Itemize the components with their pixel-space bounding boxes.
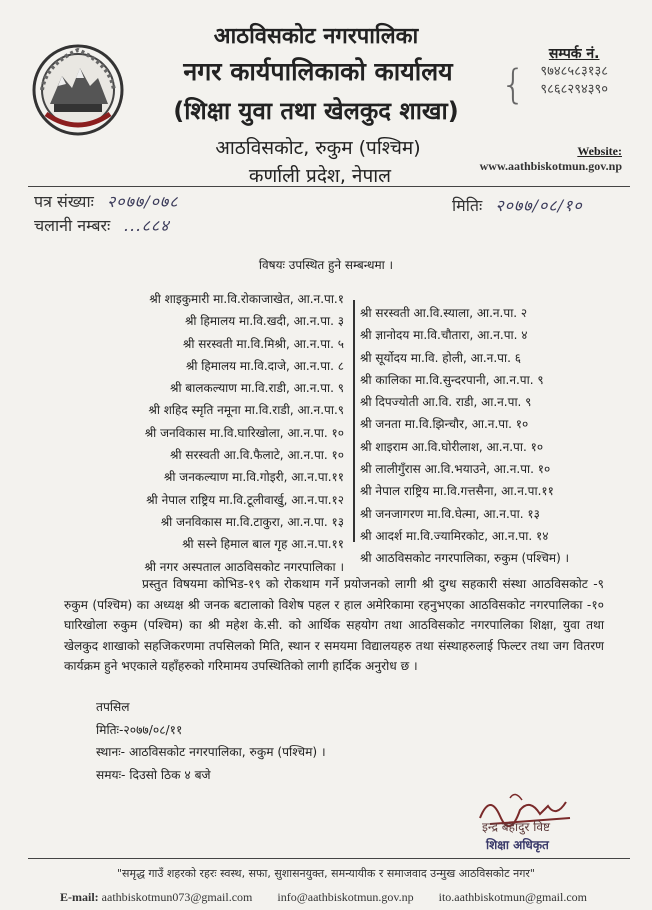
recipient-item: श्री आदर्श मा.वि.ज्यामिरकोट, आ.न.पा. १४ (360, 528, 549, 543)
email-link[interactable]: info@aathbiskotmun.gov.np (277, 890, 414, 904)
letter-subject: विषयः उपस्थित हुने सम्बन्धमा । (258, 258, 394, 272)
recipient-item: श्री ज्ञानोदय मा.वि.चौतारा, आ.न.पा. ४ (360, 328, 528, 343)
branch-name: (शिक्षा युवा तथा खेलकुद शाखा) (173, 97, 459, 125)
footer-divider (28, 858, 630, 859)
letter-number-label: पत्र संख्याः (34, 192, 94, 211)
event-time: समयः- दिउसो ठिक ४ बजे (96, 767, 211, 782)
event-details (96, 696, 326, 786)
website-block (480, 144, 622, 174)
province-name: कर्णाली प्रदेश, नेपाल (248, 165, 392, 187)
recipient-item: श्री सरस्वती आ.वि.फैलाटे, आ.न.पा. १० (170, 448, 344, 463)
phone-number: ९७४८५८३१३८ (540, 64, 608, 79)
details-heading: तपसिल (96, 700, 130, 714)
letter-body (64, 574, 604, 677)
letter-date (452, 194, 583, 216)
recipient-item: श्री नगर अस्पताल आठविसकोट नगरपालिका । (144, 559, 344, 574)
recipient-item: श्री हिमालय मा.वि.दाजे, आ.न.पा. ८ (185, 358, 344, 373)
contact-brace: { (500, 62, 526, 108)
recipient-item: श्री लालीगुँरास आ.वि.भयाउने, आ.न.पा. १० (360, 462, 551, 477)
recipient-item: श्री हिमालय मा.वि.खदी, आ.न.पा. ३ (184, 314, 344, 329)
recipient-item: श्री सस्ने हिमाल बाल गृह आ.न.पा.११ (182, 537, 344, 552)
recipient-item: श्री नेपाल राष्ट्रिय मा.वि.टूलीवार्खु, आ.न.पा.१२ (146, 492, 344, 507)
dispatch-number-value: ...८८४ (123, 216, 170, 235)
recipient-item: श्री कालिका मा.वि.सुन्दरपानी, आ.न.पा. ९ (360, 372, 544, 387)
recipient-item: श्री जनविकास मा.वि.टाकुरा, आ.न.पा. १३ (160, 514, 344, 529)
email-label: E-mail: (60, 890, 99, 904)
letter-body-text: प्रस्तुत विषयमा कोभिड-१९ को रोकथाम गर्ने प्रयोजनको लागी श्री दुग्ध सहकारी संस्था आठविसकोट -९ रुकुम (पश्चिम) का अध्यक्ष श्री जनक बटालाको विशेष पहल र हाल अमेरिकामा रहनुभएका आठविसकोट नगरपालिका -१० घारिखोला रुकुम (पश्चिम) का श्री महेश के.सी. को आर्थिक सहयोग तथा आठविसकोट नगरपालिका शिक्षा, युवा तथा खेलकुद शाखाको सहजिकरणमा तपसिलको मिति, स्थान र समयमा विद्यालयहरु तथा संस्थाहरुलाई फिल्टर तथा जग वितरण कार्यक्रम हुने भएकाले यहाँहरुको गरिमामय उपस्थितिको लागी हार्दिक अनुरोध छ । (64, 577, 604, 673)
recipient-item: श्री जनकल्याण मा.वि.गोइरी, आ.न.पा.११ (163, 470, 344, 485)
website-link[interactable]: www.aathbiskotmun.gov.np (479, 159, 622, 173)
website-label: Website: (577, 144, 622, 158)
letter-number (34, 190, 179, 212)
recipients-right-column (360, 302, 620, 570)
signatory-name: इन्द्र बहादुर विष्ट (482, 820, 551, 834)
footer-slogan: "समृद्ध गाउँ शहरको रहरः स्वस्थ, सफा, सुशासनयुक्त, समन्यायीक र समाजवाद उन्मुख आठविसकोट नगर" (117, 867, 535, 880)
phone-number: ९८६८२९४३९० (540, 82, 608, 97)
recipient-item: श्री शाइकुमारी मा.वि.रोकाजाखेत, आ.न.पा.१ (149, 292, 344, 306)
recipient-item: श्री जनजागरण मा.वि.घेत्मा, आ.न.पा. १३ (360, 506, 540, 521)
letter-date-label: मितिः (452, 196, 483, 215)
recipient-item: श्री नेपाल राष्ट्रिय मा.वि.गत्तसैना, आ.न.पा.११ (360, 484, 554, 499)
footer-emails (60, 890, 609, 905)
recipient-item: श्री जनता मा.वि.झिन्चौर, आ.न.पा. १० (360, 417, 529, 432)
dispatch-number (34, 214, 170, 236)
office-name: नगर कार्यपालिकाको कार्यालय (183, 57, 453, 86)
municipality-name: आठविसकोट नगरपालिका (213, 24, 419, 49)
recipient-item: श्री शहिद स्मृति नमूना मा.वि.राडी, आ.न.पा.९ (148, 403, 344, 418)
contact-label: सम्पर्क नं. (548, 46, 600, 62)
letter-number-value: २०७७/०७८ (106, 192, 179, 211)
office-address: आठविसकोट, रुकुम (पश्चिम) (215, 137, 421, 159)
email-link[interactable]: aathbiskotmun073@gmail.com (101, 890, 253, 904)
recipient-item: श्री जनविकास मा.वि.घारिखोला, आ.न.पा. १० (144, 425, 344, 440)
recipient-item: श्री सरस्वती मा.वि.मिश्री, आ.न.पा. ५ (182, 336, 344, 351)
signatory-title: शिक्षा अधिकृत (486, 838, 549, 852)
recipient-item: श्री बालकल्याण मा.वि.राडी, आ.न.पा. ९ (170, 381, 344, 396)
column-divider (353, 300, 355, 542)
contact-block (540, 44, 608, 99)
recipients-left-column (106, 288, 344, 578)
recipient-item: श्री सूर्योदय मा.वि. होली, आ.न.पा. ६ (360, 350, 521, 365)
event-place: स्थानः- आठविसकोट नगरपालिका, रुकुम (पश्चिम) । (96, 745, 326, 759)
header-divider (28, 186, 630, 187)
email-link[interactable]: ito.aathbiskotmun@gmail.com (438, 890, 588, 904)
recipient-item: श्री सरस्वती आ.वि.स्याला, आ.न.पा. २ (360, 306, 528, 320)
recipient-item: श्री आठविसकोट नगरपालिका, रुकुम (पश्चिम) । (360, 551, 570, 566)
recipient-item: श्री शाइराम आ.वि.घोरीलाश, आ.न.पा. १० (360, 439, 544, 454)
letter-date-value: २०७७/०८/१० (495, 196, 583, 215)
event-date: मितिः-२०७७/०८/११ (96, 722, 183, 737)
recipient-item: श्री दिपज्योती आ.वि. राडी, आ.न.पा. ९ (360, 395, 532, 410)
dispatch-number-label: चलानी नम्बरः (34, 216, 111, 235)
